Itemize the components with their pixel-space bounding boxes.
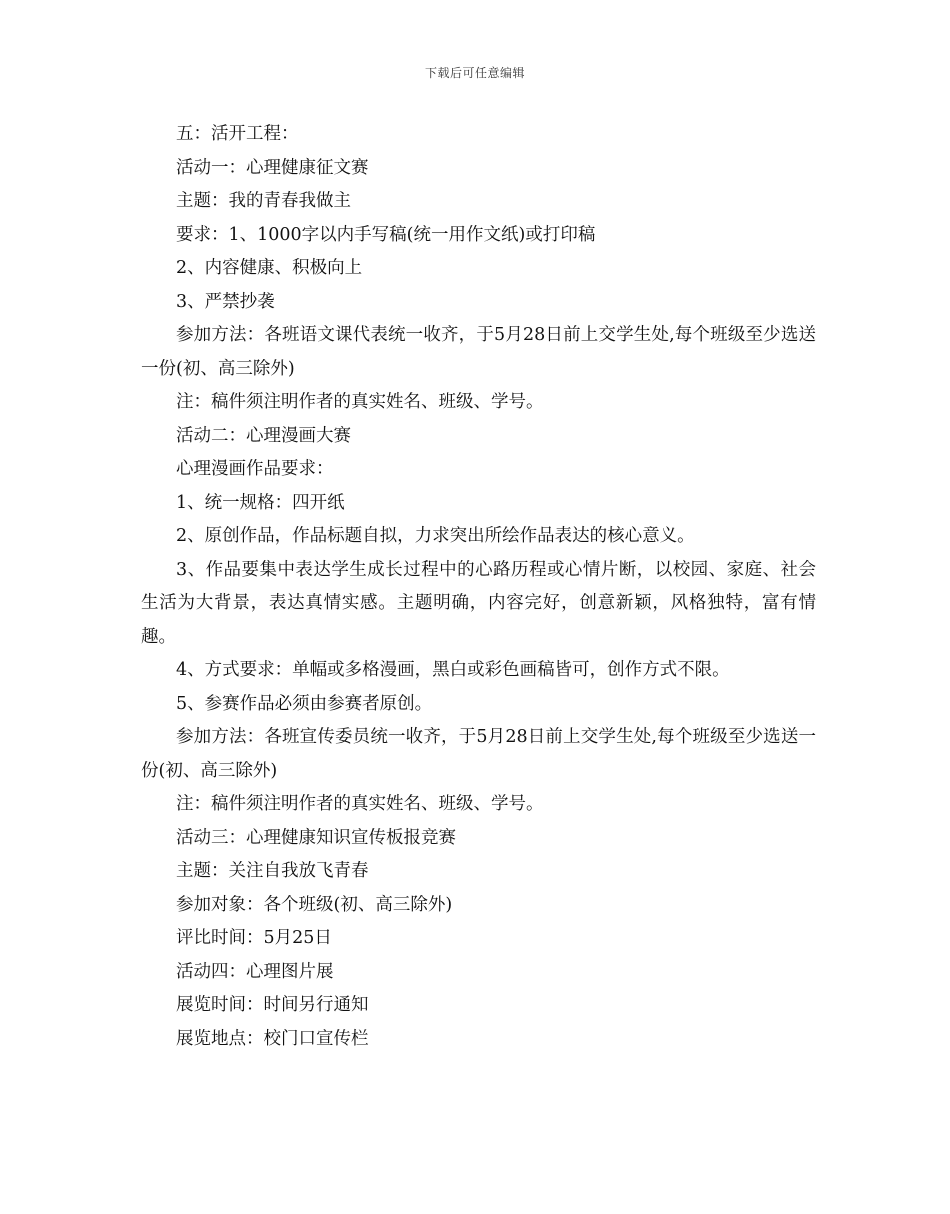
activity-one-theme: 主题：我的青春我做主 — [176, 191, 351, 211]
activity-two-requirement-5: 5、参赛作品必须由参赛者原创。 — [176, 693, 433, 714]
activity-two-requirement-3: 3、作品要集中表达学生成长过程中的心路历程或心情片断，以校园、家庭、社会生活为大背景，表达真情实感。主题明确，内容完好，创意新颖，风格独特，富有情趣。 — [141, 559, 816, 647]
activity-three-title: 活动三：心理健康知识宣传板报竞赛 — [176, 827, 456, 848]
activity-one-method: 参加方法：各班语文课代表统一收齐，于5月28日前上交学生处,每个班级至少选送一份(初、高三除外) — [141, 325, 816, 379]
activity-three-theme: 主题：关注自我放飞青春 — [176, 861, 369, 881]
activity-one-title: 活动一：心理健康征文赛 — [176, 157, 369, 178]
activity-two-title: 活动二：心理漫画大赛 — [176, 425, 351, 446]
activity-four-location: 展览地点：校门口宣传栏 — [176, 1028, 369, 1049]
activity-three-participants: 参加对象：各个班级(初、高三除外) — [176, 894, 453, 915]
activity-four-title: 活动四：心理图片展 — [176, 961, 334, 982]
activity-three-judging-date: 评比时间：5月25日 — [176, 928, 332, 948]
activity-two-method: 参加方法：各班宣传委员统一收齐，于5月28日前上交学生处,每个班级至少选送一份(初、高三除外) — [141, 727, 816, 781]
activity-two-requirements-heading: 心理漫画作品要求： — [176, 459, 334, 479]
activity-one-requirement-1: 要求：1、1000字以内手写稿(统一用作文纸)或打印稿 — [176, 224, 596, 245]
activity-two-note: 注：稿件须注明作者的真实姓名、班级、学号。 — [176, 794, 544, 814]
activity-one-requirement-2: 2、内容健康、积极向上 — [176, 258, 363, 278]
section-heading: 五：活开工程： — [176, 124, 299, 144]
page-header: 下载后可任意编辑 — [424, 66, 525, 80]
document-body — [141, 118, 816, 1056]
activity-two-requirement-4: 4、方式要求：单幅或多格漫画，黑白或彩色画稿皆可，创作方式不限。 — [176, 660, 730, 680]
activity-four-time: 展览时间：时间另行通知 — [176, 995, 369, 1015]
activity-two-requirement-2: 2、原创作品，作品标题自拟，力求突出所绘作品表达的核心意义。 — [176, 526, 695, 546]
activity-two-requirement-1: 1、统一规格：四开纸 — [176, 492, 345, 513]
activity-one-note: 注：稿件须注明作者的真实姓名、班级、学号。 — [176, 392, 544, 412]
activity-one-requirement-3: 3、严禁抄袭 — [176, 291, 275, 312]
